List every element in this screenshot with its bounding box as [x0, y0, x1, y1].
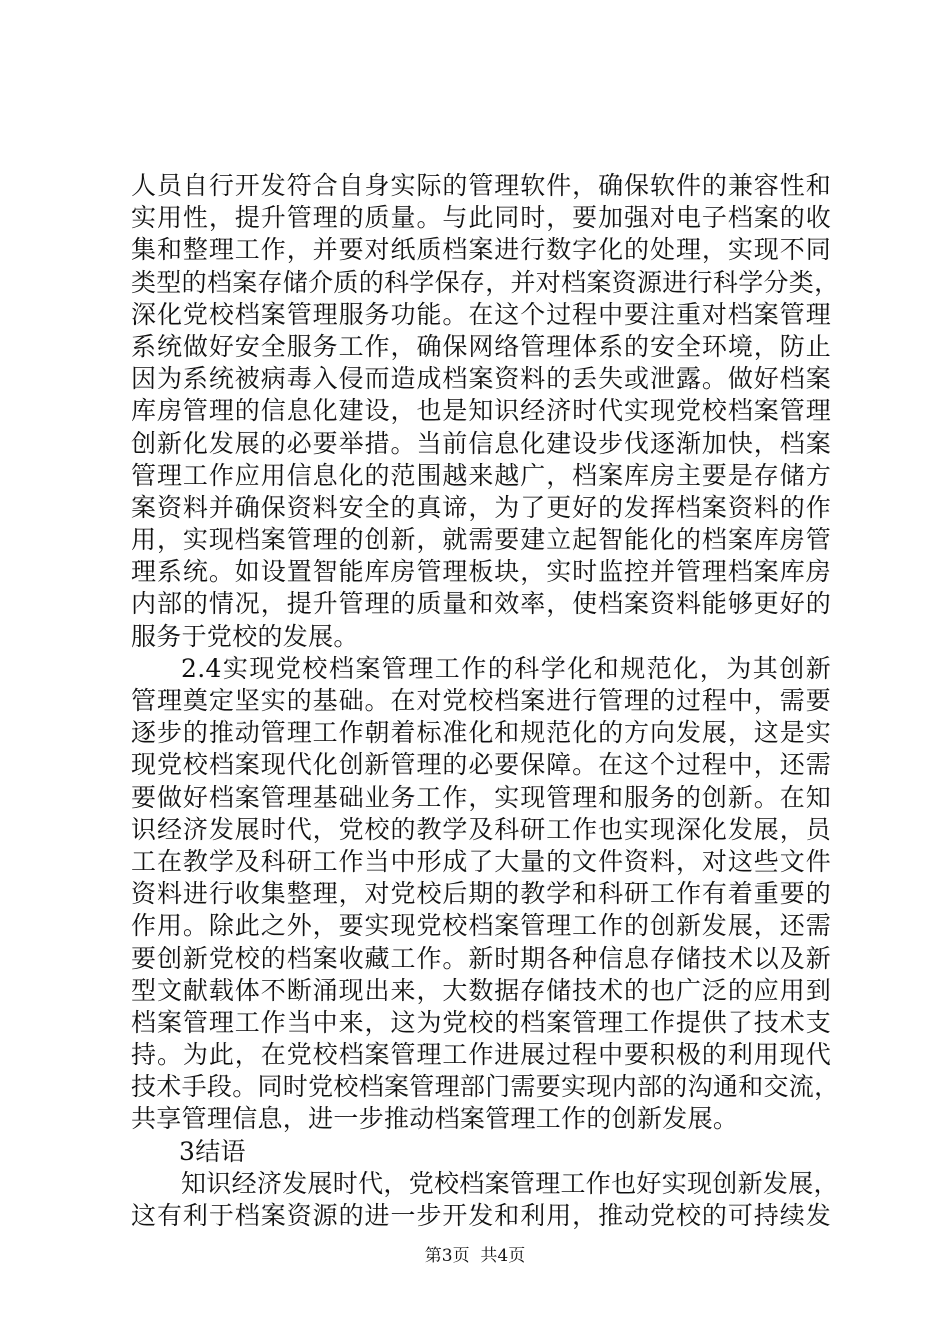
- page-footer: [0, 1245, 950, 1267]
- text-line: 案资料并确保资料安全的真谛，为了更好的发挥档案资料的作: [131, 492, 831, 522]
- text-line: 作用。除此之外，要实现党校档案管理工作的创新发展，还需: [131, 911, 831, 941]
- text-line: 管理奠定坚实的基础。在对党校档案进行管理的过程中，需要: [131, 686, 831, 715]
- text-line: 内部的情况，提升管理的质量和效率，使档案资料能够更好的: [131, 589, 831, 619]
- text-line: 知识经济发展时代，党校档案管理工作也好实现创新发展，: [181, 1168, 839, 1198]
- page-number: 第3页 共4页: [424, 1246, 526, 1266]
- text-line: 技术手段。同时党校档案管理部门需要实现内部的沟通和交流，: [131, 1072, 840, 1102]
- text-line: 识经济发展时代，党校的教学及科研工作也实现深化发展，员: [131, 814, 831, 844]
- text-line: 创新化发展的必要举措。当前信息化建设步伐逐渐加快，档案: [131, 428, 831, 458]
- text-line: 要创新党校的档案收藏工作。新时期各种信息存储技术以及新: [131, 943, 831, 973]
- text-line: 管理工作应用信息化的范围越来越广，档案库房主要是存储方: [131, 460, 831, 490]
- text-line: 工在教学及科研工作当中形成了大量的文件资料，对这些文件: [131, 846, 831, 876]
- text-line: 这有利于档案资源的进一步开发和利用，推动党校的可持续发: [131, 1201, 831, 1230]
- text-line: 实用性，提升管理的质量。与此同时，要加强对电子档案的收: [131, 203, 831, 233]
- section-heading-2-4: 2.4实现党校档案管理工作的科学化和规范化，为其创新: [181, 653, 831, 683]
- text-line: 类型的档案存储介质的科学保存，并对档案资源进行科学分类，: [131, 267, 840, 297]
- body-text: [131, 170, 840, 1232]
- text-line: 库房管理的信息化建设，也是知识经济时代实现党校档案管理: [131, 396, 831, 426]
- text-line: 持。为此，在党校档案管理工作进展过程中要积极的利用现代: [131, 1040, 831, 1070]
- text-line: 现党校档案现代化创新管理的必要保障。在这个过程中，还需: [131, 750, 831, 780]
- text-line: 资料进行收集整理，对党校后期的教学和科研工作有着重要的: [131, 879, 831, 909]
- section-heading-3: 3结语: [179, 1136, 246, 1166]
- text-line: 人员自行开发符合自身实际的管理软件，确保软件的兼容性和: [131, 171, 831, 200]
- text-line: 共享管理信息，进一步推动档案管理工作的创新发展。: [131, 1104, 739, 1134]
- text-line: 档案管理工作当中来，这为党校的档案管理工作提供了技术支: [131, 1007, 831, 1037]
- text-line: 因为系统被病毒入侵而造成档案资料的丢失或泄露。做好档案: [131, 364, 831, 394]
- text-line: 逐步的推动管理工作朝着标准化和规范化的方向发展，这是实: [131, 718, 831, 748]
- text-line: 服务于党校的发展。: [131, 621, 359, 651]
- text-line: 用，实现档案管理的创新，就需要建立起智能化的档案库房管: [131, 525, 831, 555]
- text-line: 集和整理工作，并要对纸质档案进行数字化的处理，实现不同: [131, 235, 831, 265]
- text-line: 系统做好安全服务工作，确保网络管理体系的安全环境，防止: [131, 331, 831, 361]
- text-line: 深化党校档案管理服务功能。在这个过程中要注重对档案管理: [131, 299, 831, 329]
- text-line: 理系统。如设置智能库房管理板块，实时监控并管理档案库房: [131, 557, 831, 587]
- text-line: 型文献载体不断涌现出来，大数据存储技术的也广泛的应用到: [131, 975, 831, 1005]
- text-line: 要做好档案管理基础业务工作，实现管理和服务的创新。在知: [131, 782, 831, 812]
